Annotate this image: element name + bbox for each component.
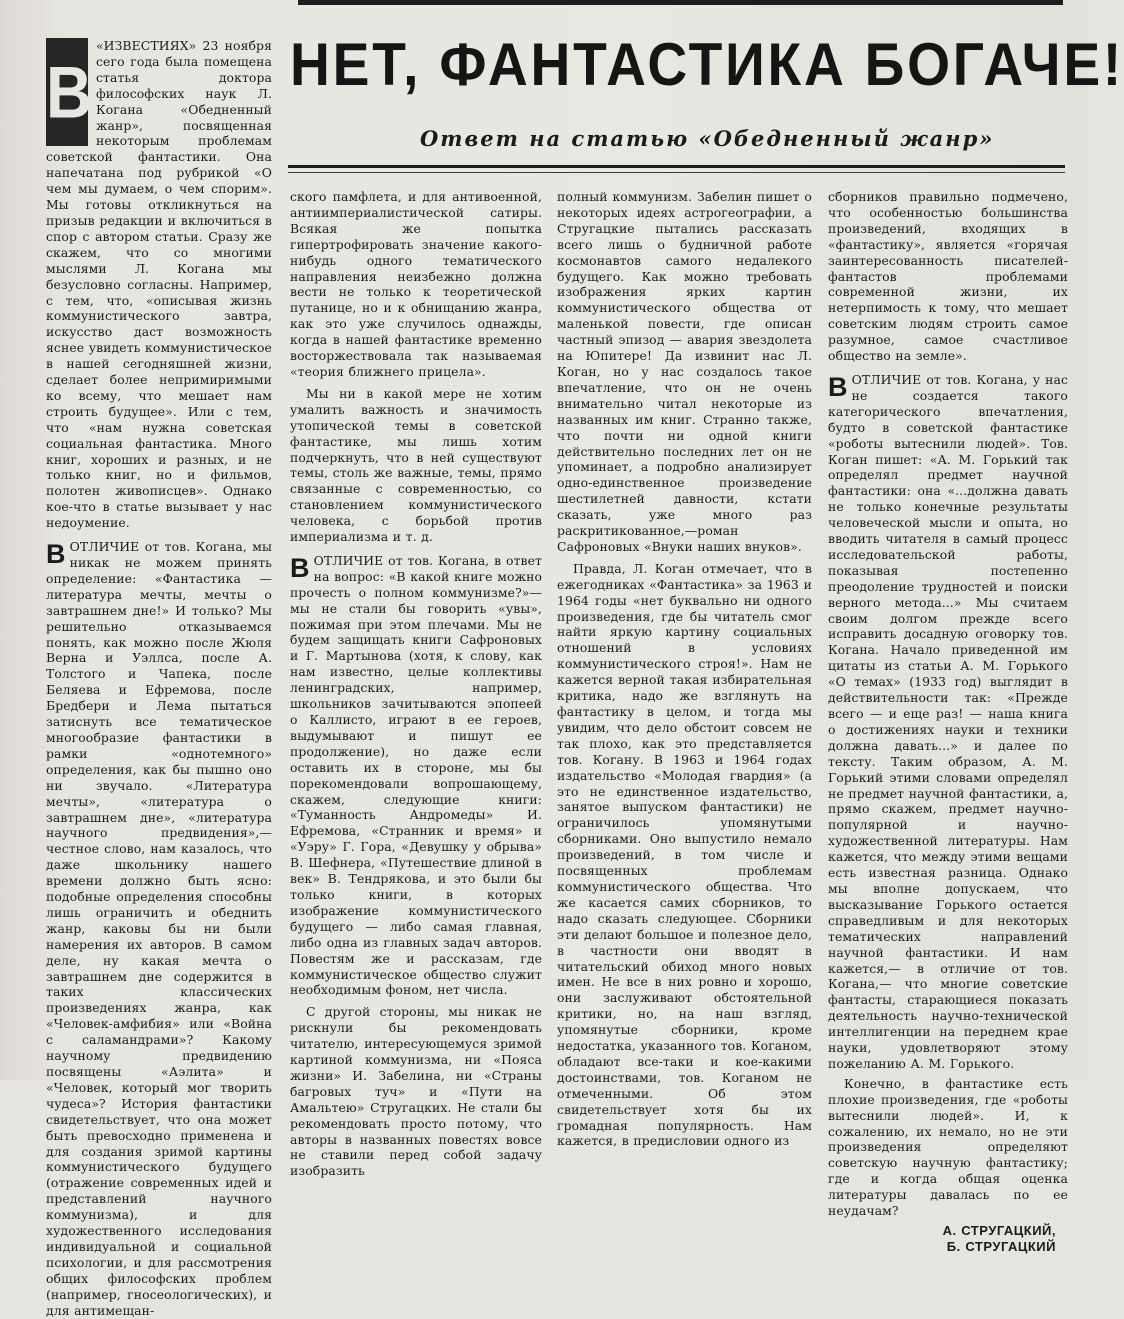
headline: НЕТ, ФАНТАСТИКА БОГАЧЕ! [290, 31, 1124, 98]
signature-block [828, 1223, 1068, 1255]
subheadline: Ответ на статью «Обедненный жанр» [420, 126, 995, 151]
author-signature: Б. СТРУГАЦКИЙ [946, 1239, 1056, 1254]
paragraph: В «ИЗВЕСТИЯХ» 23 ноября сего года была помещена статья доктора философских наук Л. Когана «Обедненный жанр», посвященная некоторым проблемам советской фантастики. Она напечатана под рубрикой «О чем мы думаем, о чем спорим». Мы готовы откликнуться на призыв редакции и включиться в спор с автором статьи. Сразу же скажем, что со многими мыслями Л. Когана мы безусловно согласны. Например, с тем, что, «описывая жизнь коммунистического завтра, искусство даст возможность яснее увидеть коммунистическое в нашей сегодняшней жизни, сделает более непримиримыми ко всему, что мешает нам строить будущее». Или с тем, что «нам нужна советская социальная фантастика. Много книг, хороших и разных, и не только книг, но и фильмов, полотен живописцев». Однако кое-что в статье вызывает у нас недоумение. [46, 38, 272, 531]
headline-rule [288, 165, 1065, 168]
column-1 [46, 38, 272, 1318]
column-3 [557, 189, 812, 1149]
column-2 [290, 189, 542, 1179]
drop-cap: В [46, 38, 88, 146]
paragraph: Мы ни в какой мере не хотим умалить важность и значимость утопической темы в советской фантастике, мы лишь хотим подчеркнуть, что в ней существуют темы, столь же важные, темы, прямо связанные с современностью, со становлением коммунистического человека, с борьбой против империализма и т. д. [290, 385, 542, 545]
initial-letter: В [46, 539, 66, 570]
column-4 [828, 189, 1068, 1254]
paragraph: Конечно, в фантастике есть плохие произведения, где «роботы вытеснили людей». И, к сожалению, их немало, но не эти произведения определяют советскую научную фантастику; где и когда общая оценка литературы давалась по ее неудачам? [828, 1075, 1068, 1219]
paragraph: сборников правильно подмечено, что особенностью большинства произведений, входящих в «фантастику», является «горячая заинтересованность писателей-фантастов проблемами современной жизни, их нетерпимость к тому, что мешает советским людям строить самое разумное, самое счастливое общество на земле». [828, 189, 1068, 364]
initial-letter: В [828, 371, 848, 402]
paragraph: ского памфлета, и для антивоенной, антиимпериалистической сатиры. Всякая же попытка гипертрофировать значение какого-нибудь одного тематического направления неизбежно должна вести не только к теоретической путанице, но и к обнищанию жанра, как это уже случилось однажды, когда в нашей фантастике временно восторжествовала так называемая «теория ближнего прицела». [290, 189, 542, 379]
paragraph: Правда, Л. Коган отмечает, что в ежегодниках «Фантастика» за 1963 и 1964 годы «нет буквально ни одного произведения, где бы читатель смог найти яркую картину социальных отношений в условиях коммунистического строя!». Нам не кажется верной такая избирательная критика, надо же взглянуть на фантастику в целом, и тогда мы увидим, что дело обстоит совсем не так плохо, как это представляется тов. Когану. В 1963 и 1964 годах издательство «Молодая гвардия» (а это не единственное издательство, занятое выпуском фантастики) не ограничилось упомянутыми сборниками. Оно выпустило немало произведений, в том числе и посвященных проблемам коммунистического общества. Что же касается самих сборников, то надо сказать следующее. Сборники эти делают большое и полезное дело, в частности они вводят в читательский обиход много новых имен. Не все в них ровно и хорошо, они заслуживают обстоятельной критики, но, на наш взгляд, упомянутые сборники, кроме недостатка, указанного тов. Коганом, обладают все-таки и кое-какими достоинствами, тов. Коганом не отмеченными. Об этом свидетельствует хотя бы их громадная популярность. Нам кажется, в предисловии одного из [557, 560, 812, 1149]
paragraph: полный коммунизм. Забелин пишет о некоторых идеях астрогеографии, а Стругацкие пытались рассказать всего лишь о будничной работе космонавтов самого недалекого будущего. Как можно требовать изображения ярких картин коммунистического общества от маленькой повести, где описан частный эпизод — авария звездолета на Юпитере! Да извинит нас Л. Коган, но у нас создалось такое впечатление, что он не очень внимательно читал некоторые из названных им книг. Странно также, что почти ни одной книги действительно последних лет он не упоминает, а подробно анализирует одно-единственное произведение шестилетней давности, кстати сказать, уже много раз раскритикованное,—роман Сафроновых «Внуки наших внуков». [557, 189, 812, 554]
headline-rule-thin [288, 172, 1065, 173]
top-rule [298, 0, 1063, 5]
paragraph: ВОТЛИЧИЕ от тов. Когана, у нас не создается такого категорического впечатления, будто в советской фантастике «роботы вытеснили людей». Тов. Коган пишет: «А. М. Горький так определял предмет научной фантастики: она «...должна давать не только конечные результаты человеческой мысли и опыта, но вводить читателя в самый процесс исследовательской работы, показывая постепенно преодоление трудностей и поиски верного метода...» Мы считаем своим долгом прежде всего исправить досадную оговорку тов. Когана. Начало приведенной им цитаты из статьи А. М. Горького «О темах» (1933 год) выглядит в действительности так: «Прежде всего — и еще раз! — наша книга о достижениях науки и техники должна давать...» и далее по тексту. Таким образом, А. М. Горький этими словами определял не предмет научной фантастики, а, прямо скажем, предмет научно-популярной и научно-художественной литературы. Нам кажется, что между этими вещами есть известная разница. Однако мы вполне допускаем, что высказывание Горького остается справедливым и для некоторых тематических направлений научной фантастики. И нам кажется,— в отличие от тов. Когана,— что многие советские фантасты, старающиеся показать деятельность научно-технической интеллигенции на переднем крае науки, удовлетворяют этому пожеланию А. М. Горького. [828, 371, 1068, 1071]
author-signature: А. СТРУГАЦКИЙ, [942, 1223, 1056, 1238]
initial-letter: В [290, 552, 310, 583]
paragraph: С другой стороны, мы никак не рискнули бы рекомендовать читателю, интересующемуся зримой картиной коммунизма, ни «Пояса жизни» И. Забелина, ни «Страны багровых туч» и «Пути на Амальтею» Стругацких. Не стали бы рекомендовать просто потому, что авторы в названных повестях вовсе не ставили перед собой задачу изобразить [290, 1004, 542, 1179]
paragraph: ВОТЛИЧИЕ от тов. Когана, в ответ на вопрос: «В какой книге можно прочесть о полном коммунизме?»—мы не стали бы говорить «увы», пожимая при этом плечами. Мы не будем защищать книги Сафроновых и Г. Мартынова (хотя, к слову, как нам известно, целые коллективы ленинградских, например, школьников зачитываются эпопеей о Каллисто, играют в ее героев, выдумывают и пишут ее продолжение), но даже если оставить их в стороне, мы бы порекомендовали вопрошающему, скажем, следующие книги: «Туманность Андромеды» И. Ефремова, «Странник и время» и «Уэру» Г. Гора, «Девушку у обрыва» В. Шефнера, «Путешествие длиной в век» В. Тендрякова, и это были бы только книги, в которых изображение коммунистического будущего — либо самая главная, либо одна из главных задач авторов. Повестям же и рассказам, где коммунистическое общество служит необходимым фоном, нет числа. [290, 552, 542, 998]
paragraph: ВОТЛИЧИЕ от тов. Когана, мы никак не можем принять определение: «Фантастика — литература мечты, мечты о завтрашнем дне!» И только? Мы решительно отказываемся понять, как можно после Жюля Верна и Уэллса, после А. Толстого и Чапека, после Беляева и Ефремова, после Бредбери и Лема пытаться затиснуть все тематическое многообразие фантастики в рамки «однотемного» определения, как бы пышно оно ни звучало. «Литература мечты», «литература о завтрашнем дне», «литература научного предвидения»,— честное слово, нам казалось, что даже школьнику нашего времени должно быть ясно: подобные определения способны лишь ограничить и обеднить жанр, каковы бы ни были намерения их авторов. В самом деле, ну какая мечта о завтрашнем дне содержится в таких классических произведениях жанра, как «Человек-амфибия» или «Война с саламандрами»? Какому научному предвидению посвящены «Аэлита» и «Человек, который мог творить чудеса»? История фантастики свидетельствует, что она может быть превосходно применена и для создания зримой картины коммунистического будущего (отражение современных идей и представлений научного коммунизма), и для художественного исследования индивидуальной и социальной психологии, и для рассмотрения общих философских проблем (например, гносеологических), и для антимещан- [46, 539, 272, 1318]
